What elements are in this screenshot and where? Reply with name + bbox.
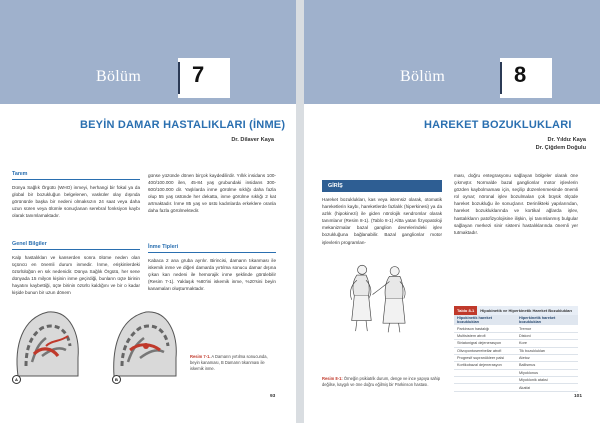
figure-caption: Resim 7-1. A Damarın yırtılma sonucunda, beyin kanaması, B Damarın tıkanması ile iskemik inme. [190, 354, 268, 371]
table-row: Akatizi [454, 384, 578, 391]
tanim-paragraph: Dünya Sağlık Örgütü (WHO) inmeyi, herhangi bir fokal ya da global bir bozukluğun belgelenen, vasküler olay dışında görünürde başka bir nedeni olmaksızın 24 saat veya daha uzun süren veya ölümle sonuçlanan serebral fonksiyon kaybı olarak tanımlamaktadır. [12, 185, 140, 219]
page-number: 93 [270, 394, 276, 399]
chapter-banner [304, 0, 600, 104]
chapter-title: HAREKET BOZUKLUKLARI [424, 119, 572, 131]
figure-label-a: A [12, 375, 21, 384]
section-rule [12, 249, 140, 250]
brain-mri-hemorrhagic [12, 306, 82, 378]
chapter-label: Bölüm [400, 68, 446, 85]
chapter-title: BEYİN DAMAR HASTALIKLARI (İNME) [80, 119, 286, 131]
author-1: Dr. Yıldız Kaya [547, 137, 586, 143]
page-number: 101 [574, 394, 583, 399]
table-header: Hipokinetik hareket bozuklukları [454, 315, 516, 325]
chapter-number-box [178, 58, 230, 98]
col2-paragraph: günse yüzünde dönen birçok kaydedilirdir. Yıllık insidans 100-400/100.000 ilen, 45-84 yaş grubundaki insidans 300-600/100.000 dir. Yaşlılarda inme görülme sıklığı daha fazla olup 55 yaş üstünde her dekatta, inme görülme sıklığı 2 kat artmaktadır. İnme 85 yaş ve üstü kadınlarda erkeklere oranla daha fazla görülmektedir. [148, 173, 276, 214]
genel-paragraph: Kalp hastalıkları ve kanserden sonra ölüme neden olan üçüncü en önemli durum inmedir. İnme, erişkinlerdeki özürlülüğün en sık nedenidir. Dünya Sağlık Örgütü, her sene dünyada 15 milyon kişinin inme geçirdiği, bunların üçte birinin hayatını kaybettiği, üçte birinin özürlü kaldığını ve bir o kadar kişide bunun bir uzun dönem [12, 255, 140, 296]
chapter-label: Bölüm [96, 68, 142, 85]
section-rule [148, 252, 276, 253]
left-page [0, 0, 296, 423]
table-row: Kortikobazal dejenerasyon Ballismus [454, 362, 578, 369]
table-8-1 [454, 306, 578, 392]
table-row: Progresif supranükleer palsi Atetoz [454, 354, 578, 361]
tipleri-paragraph: Kabaca 2 ana gruba ayrılır. Birincisi, damarın tıkanması ile iskemik inme ve diğeri damarda yırtılma sonucu damar dışına çıkan kan nedeni ile hemorajik inme şeklinde görülebilir (Resim 7-1). Yaklaşık %80'ini iskemik inme, %20'sini beyin kanamaları oluşturmaktadır. [148, 258, 276, 292]
section-heading-genel: Genel Bilgiler [12, 241, 47, 247]
table-row: Striatonigral dejenerasyon Kore [454, 340, 578, 347]
right-page [304, 0, 600, 423]
brain-mri-ischemic [110, 306, 180, 378]
giris-paragraph: Hareket bozuklukları, kas veya istemsiz olarak, otomatik hareketlerin kaybı, hareketlerde fazlalık (hiperkinesi) ya da azlık (hipokinezi) ile giden nörolojik sendromlar olarak tanımlanır (Resim 8-1). (Tablo 8-1) Altta yatan fizyopatoloji mekanizmalar bazal ganglion devrelerindeki işlev bozukluğuna bağlanabilir. Bazal ganglionlar motor işlevlerin programlan- [322, 197, 442, 245]
table-title: Hipokinetik ve Hiperkinetik Hareket Bozuklukları [477, 306, 578, 315]
chapter-number: 8 [514, 62, 527, 87]
chapter-number: 7 [192, 62, 205, 87]
chapter-number-box [500, 58, 552, 98]
chapter-authors [536, 136, 586, 152]
table-row: Miyoklonus [454, 369, 578, 376]
table-label: Tablo 8-1 [454, 306, 477, 315]
section-heading-tanim: Tanım [12, 171, 28, 177]
table-row: Parkinson hastalığı Tremor [454, 325, 578, 332]
col2-paragraph: ması, doğru entegrasyonu sağlayan bölgeler olarak öne çıkmıştır. Normalde bazal ganglionlar motor işlevlerin gözden kaybolmaması için, seçilip düzenlenmesinde önemli rol oynar; nöronal işlev bozulmaları çok büyük ölçüde hareket bozukluğu ile sonuçlanır. Derinlikteki yapılarından, hareket bozukluklarında ve kortikal ağlarda işlev, hastalıkların patofizyolojisine ilişkin, iyi tanımlanmış bulgular sağlayan merkezi sinir sistemi hastalıklarında önemli yer tutmaktadır. [454, 173, 578, 235]
section-rule [12, 179, 140, 180]
section-heading-giris: GİRİŞ [322, 180, 442, 192]
table-header: Hiperkinetik hareket bozuklukları [516, 315, 578, 325]
table-row: Multisistem atrofi Distoni [454, 332, 578, 339]
section-heading-tipleri: İnme Tipleri [148, 244, 179, 250]
figure-caption: Resim 8-1: Örneğin psikiatrik durum, denge ve ince yapıya sahip değilse, kaygılı ve öne doğru eğilmiş bir Parkinson hastası. [322, 376, 441, 387]
page-gutter [296, 0, 304, 423]
parkinson-patient-illustration [322, 262, 440, 374]
chapter-banner [0, 0, 296, 104]
table-row: Olivopontoserebellar atrofi Tik bozuklukları [454, 347, 578, 354]
figure-label-b: B [112, 375, 121, 384]
table-row: Miyoklonik ataksi [454, 377, 578, 384]
author-2: Dr. Çiğdem Doğulu [535, 145, 586, 151]
chapter-author: Dr. Dilaver Kaya [231, 137, 274, 143]
